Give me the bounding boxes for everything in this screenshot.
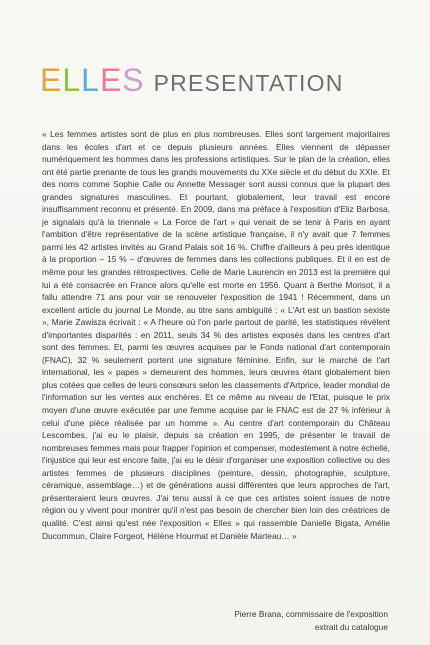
signature-author: Pierre Brana, commissaire de l'exposition xyxy=(234,609,388,619)
signature-source: extrait du catalogue xyxy=(314,621,388,632)
signature-block xyxy=(188,608,388,633)
title-letter: E xyxy=(40,62,63,98)
elles-title xyxy=(40,64,145,96)
title-letter: L xyxy=(81,62,100,98)
title-letter: S xyxy=(122,62,145,98)
title-letter: E xyxy=(99,62,123,98)
body-paragraph: « Les femmes artistes sont de plus en plus nombreuses. Elles sont largement majoritaires dans les écoles d'art et ce depuis plusieurs années. Elles viennent de dépasser numériquement les hommes dans les professions artistiques. Sur le plan de la création, elles ont été partie prenante de tous les grands mouvements du XXe siècle et du début du XXIe. Et des noms comme Sophie Calle ou Annette Messager sont aussi connus que la plupart des grandes signatures masculines. Et pourtant, globalement, leur travail est encore insuffisamment reconnu et présenté. En 2009, dans ma préface à l'exposition d'Eliz Barbosa, je signalais qu'à la triennale « La Force de l'art » qui venait de se tenir à Paris en ayant l'ambition d'être représentative de la scène artistique française, il n'y avait que 7 femmes parmi les 42 artistes invités au Grand Palais soit 16 %. Chiffre d'ailleurs à peu près identique à la proportion – 15 % – d'œuvres de femmes dans les collections publiques. Et il en est de même pour les grandes rétrospectives. Celle de Marie Laurencin en 2013 est la première qui lui a été consacrée en France alors qu'elle est morte en 1956. Quant à Berthe Morisot, il a fallu attendre 71 ans pour voir se renouveler l'exposition de 1941 ! Récemment, dans un excellent article du journal Le Monde, au titre sans ambiguité : « L'Art est un bastion sexiste », Marie Zawisza écrivait : « A l'heure où l'on parle partout de parité, les statistiques révèlent d'importantes disparités : en 2011, seuls 34 % des artistes exposés dans les centres d'art sont des femmes. Et, parmi les œuvres acquises par le Fonds national d'art contemporain (FNAC), 32 % seulement portent une signature féminine. Enfin, sur le marché de l'art international, les « papes » demeurent des hommes, leurs œuvres étant globalement bien plus cotées que celles de leurs consœurs selon les classements d'Artprice, leader mondial de l'information sur les ventes aux enchères. Et ce même au niveau de l'Etat, puisque le prix moyen d'une œuvre exécutée par une femme acquise par le FNAC est de 27 % inférieur à celui d'une pièce réalisée par un homme ». Au centre d'art contemporain du Château Lescombes, j'ai eu le plaisir, depuis sa création en 1995, de présenter le travail de nombreuses femmes mais pour frapper l'opinion et compenser, modestement à notre échelle, l'injustice qui leur est encore faite, j'ai eu le désir d'organiser une exposition collective ou des artistes femmes de plusieurs disciplines (peinture, dessin, photographie, sculpture, céramique, assemblage…) et de générations aussi différentes que leurs approches de l'art, présenteraient leurs œuvres. J'ai tenu aussi à ce que ces artistes soient issues de notre région ou y vivent pour montrer qu'il n'est pas besoin de chercher bien loin des créatrices de qualité. C'est ainsi qu'est née l'exposition « Elles » qui rassemble Danielle Bigata, Amélie Ducommun, Claire Forgeot, Hélène Hourmat et Danièle Marteau… » xyxy=(42,129,390,541)
title-letter: L xyxy=(62,62,82,98)
presentation-title: PRESENTATION xyxy=(153,70,344,96)
page-heading xyxy=(40,64,344,96)
